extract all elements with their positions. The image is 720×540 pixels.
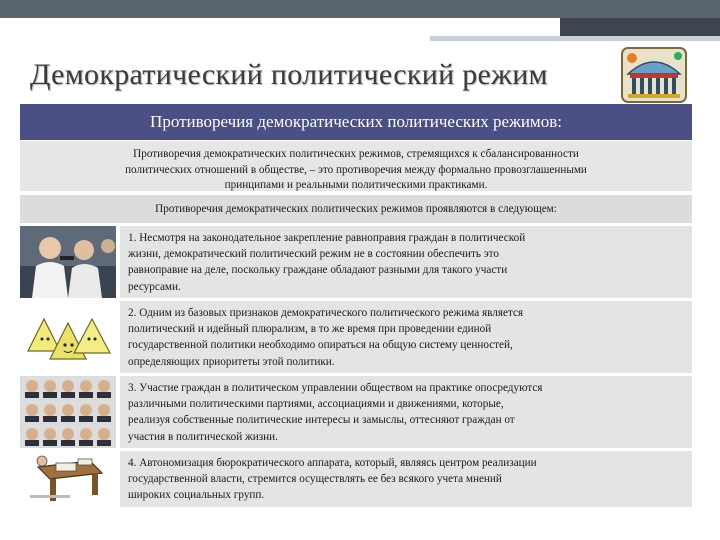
contradictions-header: Противоречия демократических политических режимов:	[20, 104, 692, 140]
men-singing-photo-icon	[20, 226, 116, 298]
manifestation-intro: Противоречия демократических политических режимов проявляются в следующем:	[20, 195, 692, 223]
item-line: государственной политики необходимо опираться на общую систему ценностей,	[128, 339, 513, 352]
contradiction-item-3	[20, 376, 692, 448]
item-line: участия в политической жизни.	[128, 430, 278, 443]
item-text	[116, 451, 692, 507]
item-line: 3. Участие граждан в политическом управлении обществом на практике опосредуются	[128, 382, 543, 394]
top-bar-stripe	[430, 36, 720, 41]
triangle-faces-illustration-icon	[20, 301, 116, 373]
item-line: широких социальных групп.	[128, 489, 265, 502]
item-line: равноправие на деле, поскольку граждане обладают разными для такого участи	[128, 264, 508, 277]
parliament-logo-icon	[618, 44, 690, 106]
intro-line: принципами и реальными политическими практиками.	[224, 179, 488, 191]
bureaucrat-desk-illustration-icon	[20, 451, 116, 507]
item-line: ресурсами.	[128, 280, 181, 293]
item-line: жизни, демократический политический режим не в состоянии обеспечить это	[128, 248, 499, 261]
top-bar-accent	[560, 18, 720, 36]
item-line: различными политическими партиями, ассоциациями и движениями, которые,	[128, 398, 504, 411]
intro-line: Противоречия демократических политических режимов, стремящихся к сбалансированности	[133, 148, 579, 160]
item-line: определяющих приоритеты этой политики.	[128, 355, 335, 368]
intro-paragraph	[20, 141, 692, 193]
top-bar	[0, 0, 720, 18]
intro-line: политических отношений в обществе, – это противоречия между формально провозглашенными	[125, 163, 587, 176]
contradiction-item-2	[20, 301, 692, 373]
item-line: 1. Несмотря на законодательное закрепление равноправия граждан в политической	[128, 232, 526, 244]
politicians-portraits-grid-icon	[20, 376, 116, 448]
item-line: 4. Автономизация бюрократического аппарата, который, являясь центром реализации	[128, 457, 537, 469]
item-line: 2. Одним из базовых признаков демократического политического режима является	[128, 307, 524, 319]
item-line: политический и идейный плюрализм, в то же время при проведении единой	[128, 323, 492, 336]
contradiction-item-1	[20, 226, 692, 298]
item-line: реализуя собственные политические интересы и замыслы, оттесняют граждан от	[128, 414, 515, 427]
item-text	[116, 376, 692, 448]
item-line: государственной власти, стремится осуществлять ее без всякого учета мнений	[128, 473, 502, 486]
item-text	[116, 301, 692, 373]
item-text	[116, 226, 692, 298]
contradiction-item-4	[20, 451, 692, 507]
slide-title: Демократический политический режим	[30, 58, 548, 91]
